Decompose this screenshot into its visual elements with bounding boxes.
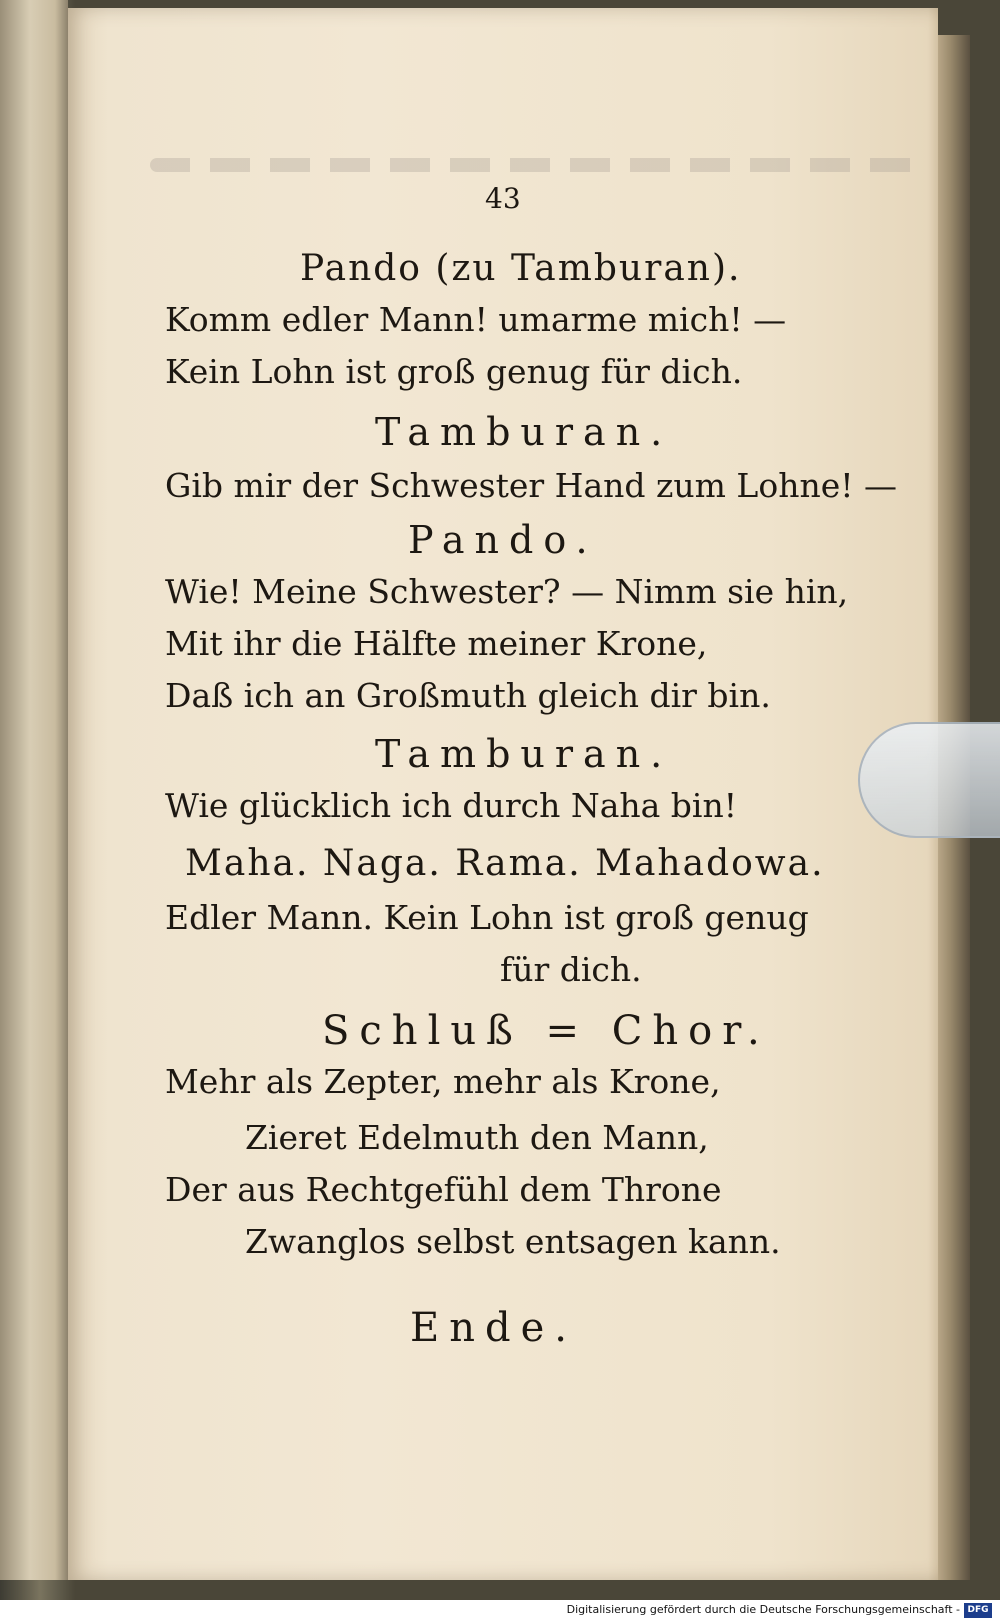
verse-line: Edler Mann. Kein Lohn ist groß genug: [165, 898, 809, 937]
speaker-heading: Tamburan.: [375, 410, 673, 454]
chorus-heading: Schluß = Chor.: [322, 1008, 770, 1054]
page-number: 43: [485, 182, 521, 215]
verse-line: Gib mir der Schwester Hand zum Lohne! —: [165, 466, 897, 505]
verse-line: Zwanglos selbst entsagen kann.: [245, 1222, 781, 1261]
speaker-heading: Pando.: [408, 518, 598, 562]
dfg-logo: DFG: [964, 1603, 992, 1618]
verse-line: Komm edler Mann! umarme mich! —: [165, 300, 787, 339]
verse-line: Daß ich an Großmuth gleich dir bin.: [165, 676, 771, 715]
page-clip: [858, 722, 1000, 838]
verse-line: Mit ihr die Hälfte meiner Krone,: [165, 624, 708, 663]
verse-line: Der aus Rechtgefühl dem Throne: [165, 1170, 722, 1209]
speaker-heading: Maha. Naga. Rama. Mahadowa.: [185, 843, 825, 884]
facing-page-edge: [0, 0, 68, 1580]
header-smudge: [150, 158, 930, 172]
speaker-heading: Pando (zu Tamburan).: [300, 248, 742, 289]
verse-line: Wie! Meine Schwester? — Nimm sie hin,: [165, 572, 849, 611]
verse-line: Zieret Edelmuth den Mann,: [245, 1118, 709, 1157]
verse-line: Mehr als Zepter, mehr als Krone,: [165, 1062, 721, 1101]
speaker-heading: Tamburan.: [375, 732, 673, 776]
verse-line: Wie glücklich ich durch Naha bin!: [165, 786, 737, 825]
footer-credit: Digitalisierung gefördert durch die Deutsche Forschungsgemeinschaft -: [566, 1603, 960, 1616]
verse-line: Kein Lohn ist groß genug für dich.: [165, 352, 743, 391]
end-heading: Ende.: [410, 1305, 577, 1351]
verse-line: für dich.: [500, 950, 642, 989]
